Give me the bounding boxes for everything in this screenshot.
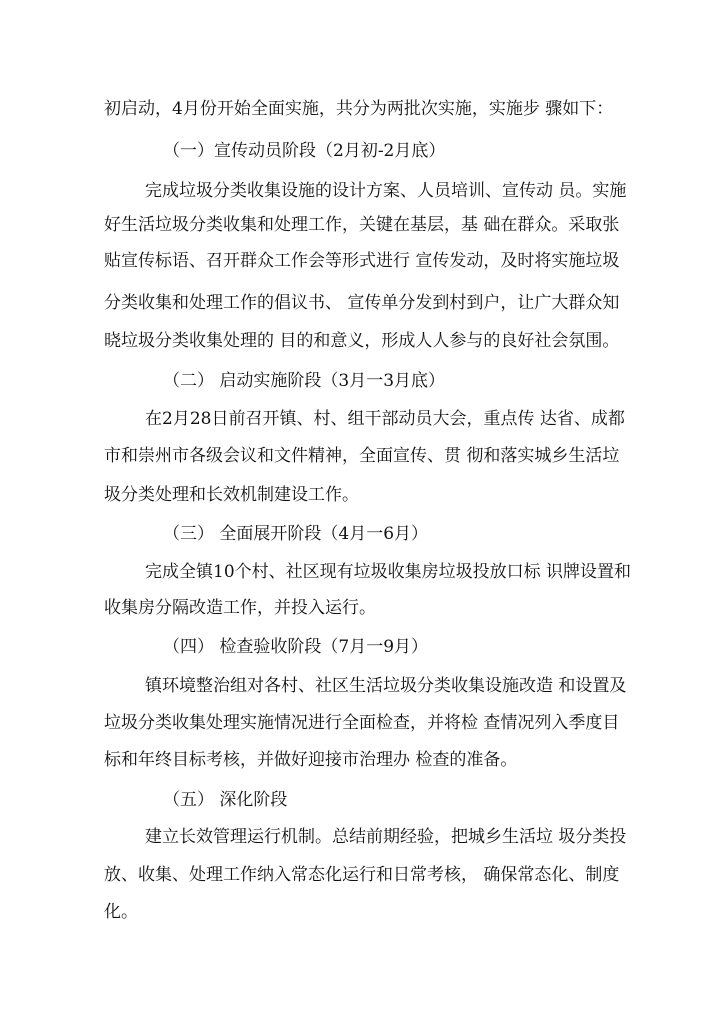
section-5-line-3: 化。	[104, 902, 138, 922]
section-4-line-1: 镇环境整治组对各村、社区生活垃圾分类收集设施改造 和设置及	[145, 676, 627, 696]
section-2-line-3: 圾分类处理和长效机制建设工作。	[104, 485, 359, 505]
section-5-heading: （五） 深化阶段	[163, 790, 288, 810]
section-2-heading: （二） 启动实施阶段（3月一3月底）	[163, 371, 446, 391]
section-2-line-1: 在2月28日前召开镇、村、组干部动员大会，重点传 达省、成都	[145, 409, 625, 429]
section-5-line-2: 放、收集、处理工作纳入常态化运行和日常考核， 确保常态化、制度	[104, 865, 620, 885]
section-1-line-4: 分类收集和处理工作的倡议书、 宣传单分发到村到户，让广大群众知	[104, 293, 620, 313]
section-3-heading: （三） 全面展开阶段（4月一6月）	[163, 524, 429, 544]
section-1-line-5: 晓垃圾分类收集处理的 目的和意义，形成人人参与的良好社会氛围。	[104, 331, 620, 351]
section-4-heading: （四） 检查验收阶段（7月一9月）	[163, 637, 429, 657]
intro-line: 初启动，4月份开始全面实施，共分为两批次实施，实施步 骤如下：	[104, 99, 614, 119]
section-4-line-2: 垃圾分类收集处理实施情况进行全面检查，并将检 查情况列入季度目	[104, 713, 620, 733]
section-2-line-2: 市和崇州市各级会议和文件精神，全面宣传、贯 彻和落实城乡生活垃	[104, 446, 620, 466]
section-1-line-3: 贴宣传标语、召开群众工作会等形式进行 宣传发动，及时将实施垃圾	[104, 251, 620, 271]
section-4-line-3: 标和年终目标考核，并做好迎接市治理办 检查的准备。	[104, 750, 518, 770]
section-1-heading: （一）宣传动员阶段（2月初-2月底）	[163, 141, 446, 161]
section-1-line-2: 好生活垃圾分类收集和处理工作，关键在基层，基 础在群众。采取张	[104, 215, 620, 235]
section-5-line-1: 建立长效管理运行机制。总结前期经验，把城乡生活垃 圾分类投	[145, 827, 627, 847]
section-3-line-2: 收集房分隔改造工作，并投入运行。	[104, 598, 376, 618]
section-3-line-1: 完成全镇10个村、社区现有垃圾收集房垃圾投放口标 识牌设置和	[145, 562, 632, 582]
section-1-line-1: 完成垃圾分类收集设施的设计方案、人员培训、宣传动 员。实施	[145, 181, 627, 201]
